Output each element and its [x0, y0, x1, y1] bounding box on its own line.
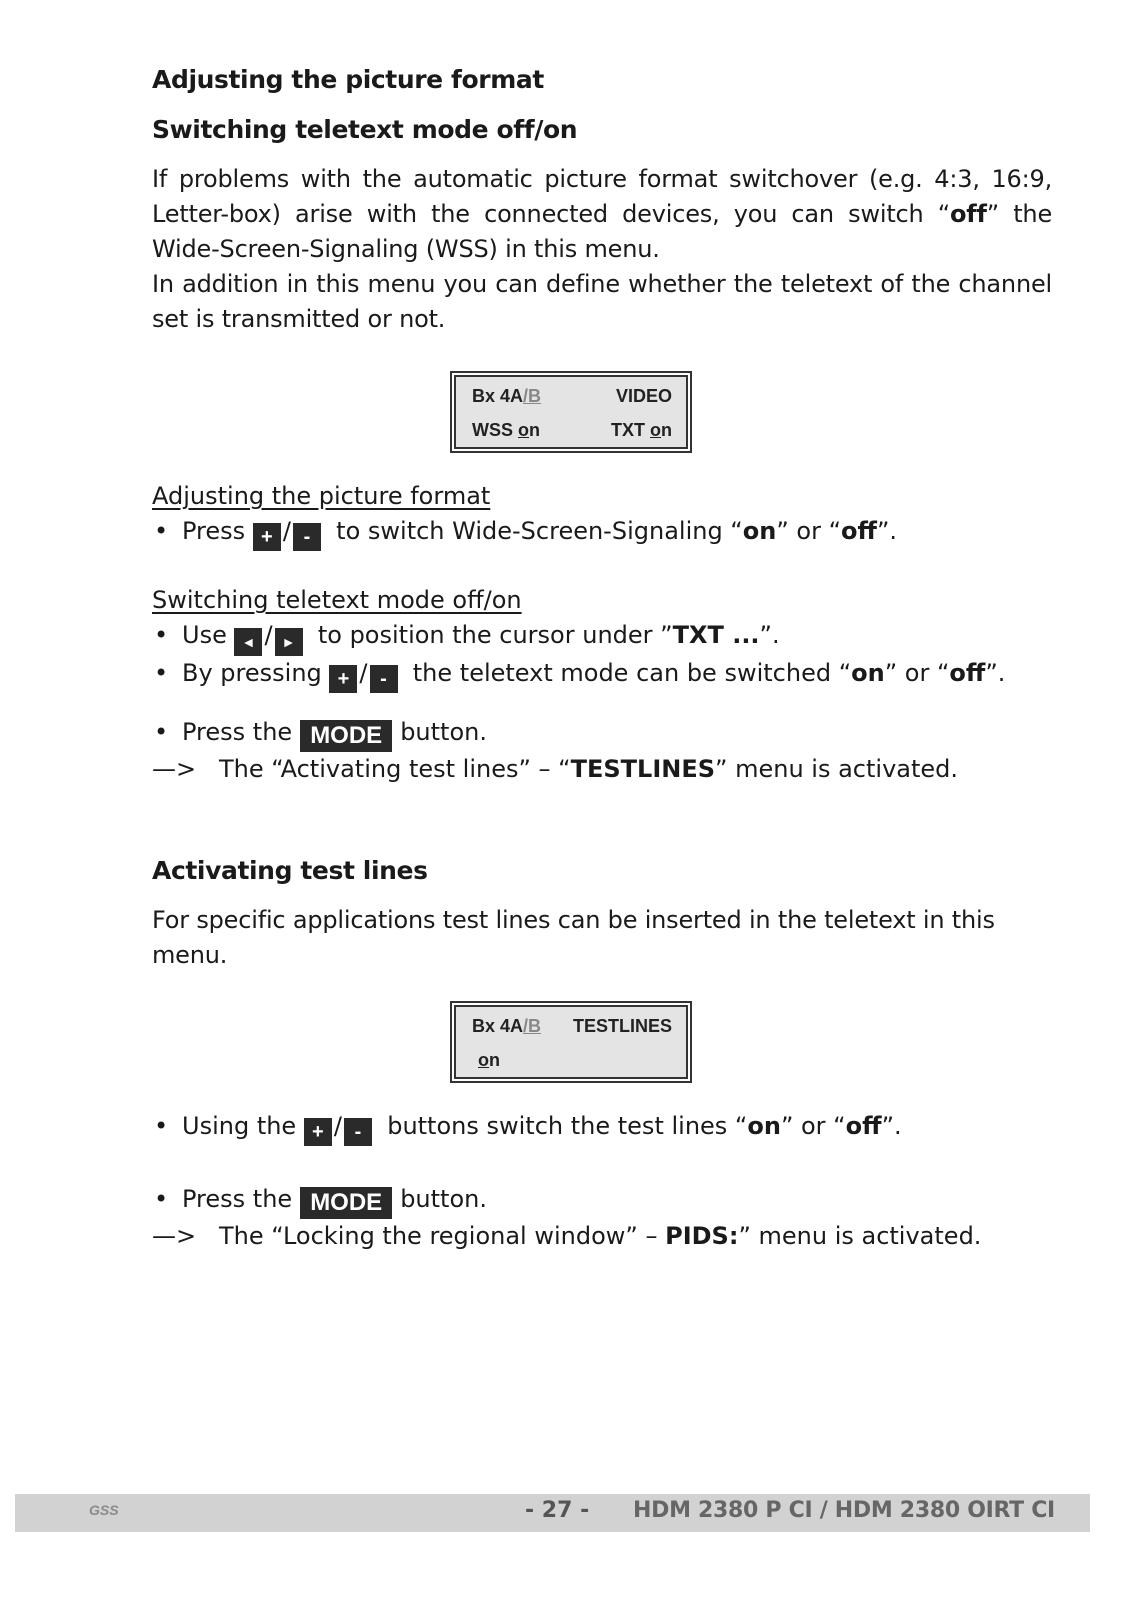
- lcd-display-video: [450, 371, 692, 453]
- bullet-testlines-switch: • Using the + / - buttons switch the test lines “on” or “off”.: [152, 1109, 1052, 1146]
- left-arrow-key-icon: ◄: [234, 628, 262, 656]
- page-footer: [15, 1494, 1090, 1532]
- lcd-menu-name: VIDEO: [615, 386, 672, 406]
- heading-test-lines: Activating test lines: [152, 856, 428, 885]
- minus-key-icon: -: [344, 1118, 372, 1146]
- lcd-wss-value: WSS on: [472, 420, 541, 440]
- lcd-display-testlines: [450, 1001, 692, 1083]
- lcd-channel: Bx 4A/B: [472, 1016, 542, 1036]
- intro-paragraph-1: If problems with the automatic picture format switchover (e.g. 4:3, 16:9, Letter-box) arise with the connected devices, you can switch “off” the Wide-Screen-Signaling (WSS) in this menu.: [152, 165, 1053, 263]
- test-lines-paragraph: For specific applications test lines can be inserted in the teletext in this menu.: [152, 906, 995, 969]
- intro-paragraph-2: In addition in this menu you can define whether the teletext of the channel set is transmitted or not.: [152, 270, 1052, 333]
- lcd-menu-name: TESTLINES: [572, 1016, 672, 1036]
- result-pids: —> The “Locking the regional window” – PIDS:” menu is activated.: [152, 1222, 982, 1250]
- page-number: - 27 -: [525, 1498, 590, 1523]
- bullet-press-mode-1: • Press the MODE button.: [152, 715, 1052, 752]
- model-name: HDM 2380 P CI / HDM 2380 OIRT CI: [633, 1498, 1055, 1523]
- plus-key-icon: +: [253, 523, 281, 551]
- minus-key-icon: -: [370, 665, 398, 693]
- heading-teletext-mode: Switching teletext mode off/on: [152, 115, 578, 144]
- bullet-press-mode-2: • Press the MODE button.: [152, 1182, 1052, 1219]
- subheading-picture-format: Adjusting the picture format: [152, 482, 491, 510]
- lcd-channel: Bx 4A/B: [472, 386, 542, 406]
- page-content: [152, 62, 1052, 1254]
- bullet-teletext-switch: • By pressing + / - the teletext mode can be switched “on” or “off”.: [152, 656, 1052, 693]
- heading-picture-format: Adjusting the picture format: [152, 65, 544, 94]
- subheading-teletext-mode: Switching teletext mode off/on: [152, 586, 522, 614]
- lcd-txt-value: TXT on: [611, 420, 672, 440]
- bullet-wss: • Press + / - to switch Wide-Screen-Signaling “on” or “off”.: [152, 514, 1052, 551]
- mode-key-icon: MODE: [300, 720, 392, 752]
- bullet-cursor: • Use ◄ / ► to position the cursor under ”TXT ...”.: [152, 618, 1052, 656]
- plus-key-icon: +: [329, 665, 357, 693]
- gss-logo: GSS: [89, 1502, 119, 1518]
- mode-key-icon: MODE: [300, 1187, 392, 1219]
- plus-key-icon: +: [304, 1118, 332, 1146]
- result-testlines: —> The “Activating test lines” – “TESTLINES” menu is activated.: [152, 755, 959, 783]
- minus-key-icon: -: [293, 523, 321, 551]
- right-arrow-key-icon: ►: [275, 628, 303, 656]
- lcd-testlines-value: on: [478, 1050, 500, 1070]
